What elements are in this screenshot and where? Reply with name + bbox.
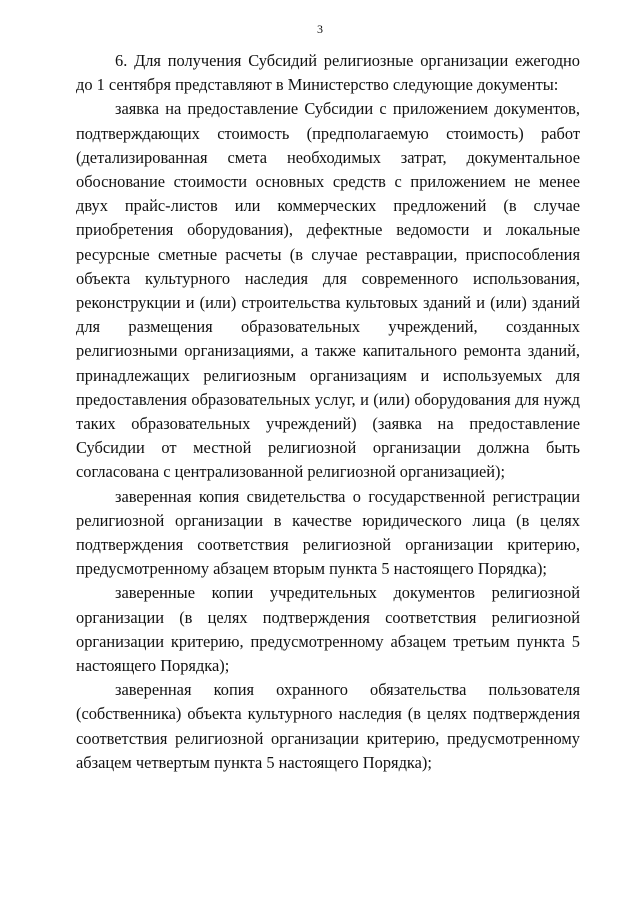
paragraph-founding-documents: заверенные копии учредительных документов религиозной организации (в целях подтверждения соответствия религиозной организации критерию, предусмотренному абзацем третьим пункта 5 настоящего Порядка); [76, 583, 580, 676]
page-number: 3 [317, 22, 323, 36]
paragraph-protection-obligation: заверенная копия охранного обязательства пользователя (собственника) объекта культурного наследия (в целях подтверждения соответствия религиозной организации критерию, предусмотренному абзацем четвертым пункта 5 настоящего Порядка); [76, 680, 580, 772]
document-body [76, 49, 580, 775]
paragraph-subsidy-application: заявка на предоставление Субсидии с приложением документов, подтверждающих стоимость (предполагаемую стоимость) работ (детализированная смета необходимых затрат, документальное обоснование стоимости основных средств с приложением не менее двух прайс-листов или коммерческих предложений (в случае приобретения оборудования), дефектные ведомости и локальные ресурсные сметные расчеты (в случае реставрации, приспособления объекта культурного наследия для современного использования, реконструкции и (или) строительства культовых зданий и (или) зданий для размещения образовательных учреждений, созданных религиозными организациями, а также капитального ремонта зданий, принадлежащих религиозным организациям и используемых для предоставления образовательных услуг, и (или) оборудования для нужд таких образовательных учреждений) (заявка на предоставление Субсидии от местной религиозной организации должна быть согласована с централизованной религиозной организацией); [76, 99, 580, 482]
paragraph-registration-certificate: заверенная копия свидетельства о государственной регистрации религиозной организации в качестве юридического лица (в целях подтверждения соответствия религиозной организации критерию, предусмотренному абзацем вторым пункта 5 настоящего Порядка); [76, 486, 580, 579]
paragraph-documents-intro: 6. Для получения Субсидий религиозные организации ежегодно до 1 сентября представляют в Министерство следующие документы: [76, 51, 580, 95]
